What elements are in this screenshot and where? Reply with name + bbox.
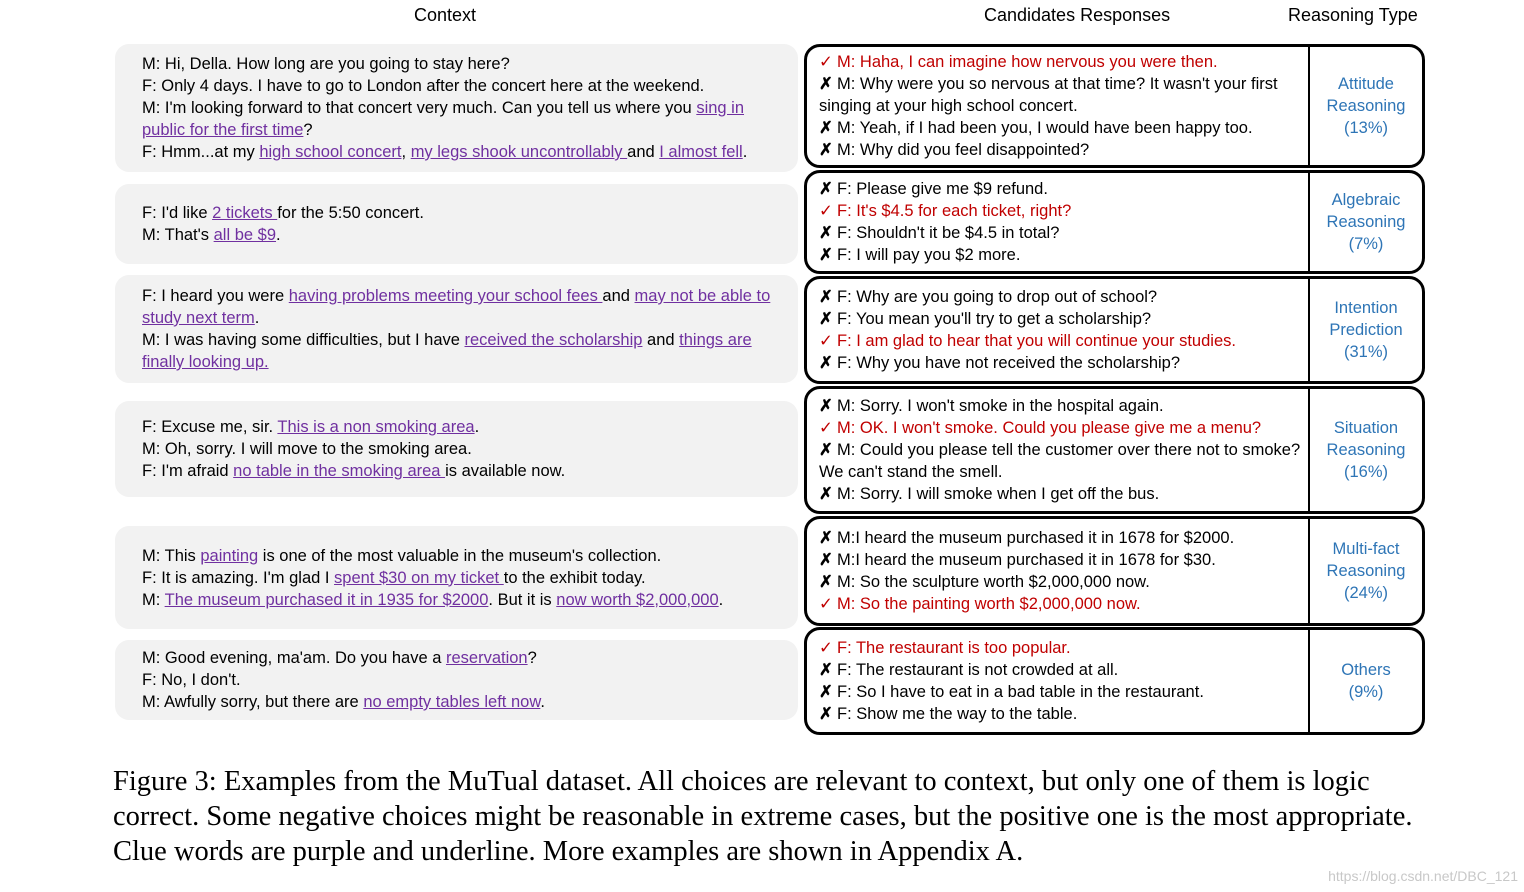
context-text: M: Awfully sorry, but there are [142,693,364,711]
context-line [142,589,782,611]
clue-word: This is a non smoking area [277,418,475,436]
cross-icon: ✗ [819,75,833,93]
choice-text: F: It's $4.5 for each ticket, right? [837,202,1072,220]
context-text: and [627,143,660,161]
watermark: https://blog.csdn.net/DBC_121 [1328,868,1518,884]
context-line [142,329,782,373]
reasoning-type-line: (31%) [1343,343,1388,361]
cross-icon: ✗ [819,354,833,372]
candidates-box-3 [804,276,1425,384]
candidates-box-6 [804,627,1425,735]
context-text: ? [527,649,537,667]
context-text: and [642,331,680,349]
reasoning-type-line: Reasoning [1326,441,1406,459]
check-icon: ✓ [819,595,833,613]
context-text: F: No, I don't. [142,671,241,689]
reasoning-type-line: Attitude [1338,75,1394,93]
wrong-choice [819,73,1302,117]
context-text: F: Excuse me, sir. [142,418,278,436]
clue-word: having problems meeting your school fees [288,287,603,305]
cross-icon: ✗ [819,705,833,723]
wrong-choice [819,571,1302,593]
context-line [142,647,782,669]
clue-word: reservation [445,649,528,667]
reasoning-type-line: (9%) [1348,683,1384,701]
context-line [142,97,782,141]
context-text: . [254,309,260,327]
wrong-choice [819,139,1302,161]
context-text: M: [142,590,165,609]
wrong-choice [819,352,1302,374]
figure-caption: Figure 3: Examples from the MuTual dataset. All choices are relevant to context, but only one of them is logic correct. Some negative choices might be reasonable in extreme cases, but the positive one is the most appropriate. Clue words are purple and underline. More examples are shown in Appendix A. [113,766,1413,867]
wrong-choice [819,308,1302,330]
cross-icon: ✗ [819,246,833,264]
reasoning-type-line: Others [1341,661,1391,679]
clue-word: received the scholarship [464,331,643,349]
context-text: F: I'd like [142,204,213,222]
context-text: is available now. [445,462,566,480]
context-box-3 [115,275,798,383]
cross-icon: ✗ [819,288,833,306]
choice-text: F: I am glad to hear that you will continue your studies. [837,332,1236,350]
cross-icon: ✗ [819,180,833,198]
reasoning-type-label [1308,519,1422,623]
cross-icon: ✗ [819,683,833,701]
choice-text: M: OK. I won't smoke. Could you please give me a menu? [837,419,1262,437]
context-line [142,545,782,567]
context-box-5 [115,526,798,629]
context-text: for the 5:50 concert. [277,204,424,222]
correct-choice [819,417,1302,439]
candidates-header: Candidates Responses [984,5,1171,25]
wrong-choice [819,244,1302,266]
choice-text: F: So I have to eat in a bad table in the restaurant. [837,683,1204,701]
correct-choice [819,330,1302,352]
correct-choice [819,200,1302,222]
reasoning-type-line: Situation [1333,419,1399,437]
context-line [142,416,782,438]
context-text: . [540,693,545,711]
context-box-1 [115,44,798,172]
choice-text: F: Please give me $9 refund. [837,180,1048,198]
reasoning-type-label [1308,47,1422,165]
reasoning-type-line: (7%) [1348,235,1384,253]
context-line [142,460,782,482]
clue-word: now worth $2,000,000 [556,590,719,609]
cross-icon: ✗ [819,573,833,591]
choice-text: M: Haha, I can imagine how nervous you were then. [837,53,1218,71]
reasoning-type-line: Reasoning [1326,562,1406,580]
context-text: . [276,226,281,244]
choice-list [807,389,1308,511]
wrong-choice [819,395,1302,417]
cross-icon: ✗ [819,441,833,459]
choice-text: M: Sorry. I will smoke when I get off the bus. [837,485,1160,503]
choice-list [807,173,1308,271]
choice-text: M: Could you please tell the customer over there not to smoke? We can't stand the smell. [819,441,1301,481]
candidates-box-1 [804,44,1425,168]
context-line [142,202,782,224]
context-text: F: I heard you were [142,287,289,305]
choice-text: F: The restaurant is too popular. [837,639,1071,657]
cross-icon: ✗ [819,485,833,503]
choice-text: M: So the painting worth $2,000,000 now. [837,595,1141,613]
context-line [142,438,782,460]
context-text: . [474,418,480,436]
choice-text: M: Sorry. I won't smoke in the hospital again. [837,397,1164,415]
choice-text: M: Why did you feel disappointed? [837,141,1090,159]
correct-choice [819,593,1302,615]
wrong-choice [819,681,1302,703]
clue-word: high school concert [259,143,402,161]
choice-text: F: Why you have not received the scholarship? [837,354,1181,372]
clue-word: spent $30 on my ticket [334,568,504,587]
context-line [142,669,782,691]
cross-icon: ✗ [819,551,833,569]
context-text: ? [303,121,313,139]
choice-list [807,47,1308,165]
correct-choice [819,51,1302,73]
reasoning-type-line: Intention [1334,299,1398,317]
context-line [142,567,782,589]
wrong-choice [819,178,1302,200]
clue-word: no empty tables left now [363,693,541,711]
wrong-choice [819,483,1302,505]
choice-text: F: Shouldn't it be $4.5 in total? [837,224,1060,242]
choice-list [807,630,1308,732]
choice-list [807,279,1308,381]
choice-text: F: You mean you'll try to get a scholarship? [837,310,1152,328]
context-text: . But it is [488,590,557,609]
wrong-choice [819,527,1302,549]
context-text: M: I'm looking forward to that concert very much. Can you tell us where you [142,99,697,117]
context-text: M: Good evening, ma'am. Do you have a [142,649,446,667]
context-text: F: I'm afraid [142,462,234,480]
wrong-choice [819,117,1302,139]
wrong-choice [819,703,1302,725]
clue-word: sing in public for the first time [142,99,745,139]
clue-word: no table in the smoking area [233,462,446,480]
clue-word: 2 tickets [212,204,278,222]
candidates-box-4 [804,386,1425,514]
wrong-choice [819,286,1302,308]
reasoning-type-line: Prediction [1329,321,1403,339]
correct-choice [819,637,1302,659]
context-text: to the exhibit today. [503,568,646,587]
context-text: M: I was having some difficulties, but I have [142,331,465,349]
reasoning-type-line: Reasoning [1326,97,1406,115]
cross-icon: ✗ [819,141,833,159]
context-text: M: This [142,546,201,565]
reasoning-type-header: Reasoning Type [1288,5,1418,25]
choice-text: M: Why were you so nervous at that time? It wasn't your first singing at your high school concert. [819,75,1278,115]
context-text: F: Only 4 days. I have to go to London after the concert here at the weekend. [142,77,705,95]
context-text: and [602,287,635,305]
context-header: Context [414,5,477,25]
wrong-choice [819,439,1302,483]
wrong-choice [819,549,1302,571]
context-box-6 [115,640,798,720]
context-text: , [401,143,411,161]
context-line [142,53,782,75]
choice-list [807,519,1308,623]
clue-word: may not be able to study next term [142,287,771,327]
clue-word: I almost fell [659,143,743,161]
reasoning-type-line: (16%) [1343,463,1388,481]
reasoning-type-line: (24%) [1343,584,1388,602]
clue-word: painting [200,546,259,565]
context-text: F: It is amazing. I'm glad I [142,568,335,587]
clue-word: things are finally looking up. [142,331,752,371]
cross-icon: ✗ [819,661,833,679]
choice-text: M: So the sculpture worth $2,000,000 now. [837,573,1150,591]
context-line [142,691,782,713]
cross-icon: ✗ [819,397,833,415]
context-text: . [742,143,748,161]
context-box-2 [115,184,798,264]
cross-icon: ✗ [819,224,833,242]
context-line [142,141,782,163]
reasoning-type-line: Multi-fact [1332,540,1400,558]
reasoning-type-line: Reasoning [1326,213,1406,231]
reasoning-type-line: (13%) [1343,119,1388,137]
choice-text: M:I heard the museum purchased it in 1678 for $2000. [837,529,1235,547]
cross-icon: ✗ [819,529,833,547]
clue-word: all be $9 [213,226,277,244]
choice-text: M: Yeah, if I had been you, I would have been happy too. [837,119,1253,137]
candidates-box-2 [804,170,1425,274]
check-icon: ✓ [819,332,833,350]
wrong-choice [819,222,1302,244]
check-icon: ✓ [819,639,833,657]
context-line [142,285,782,329]
reasoning-type-label [1308,173,1422,271]
context-text: M: Oh, sorry. I will move to the smoking area. [142,440,472,458]
context-text: is one of the most valuable in the museum's collection. [258,546,662,565]
wrong-choice [819,659,1302,681]
context-line [142,224,782,246]
reasoning-type-label [1308,389,1422,511]
cross-icon: ✗ [819,119,833,137]
reasoning-type-line: Algebraic [1331,191,1401,209]
choice-text: M:I heard the museum purchased it in 1678 for $30. [837,551,1216,569]
reasoning-type-label [1308,279,1422,381]
choice-text: F: The restaurant is not crowded at all. [837,661,1119,679]
context-line [142,75,782,97]
cross-icon: ✗ [819,310,833,328]
context-text: M: That's [142,226,214,244]
context-box-4 [115,401,798,497]
choice-text: F: I will pay you $2 more. [837,246,1021,264]
reasoning-type-label [1308,630,1422,732]
context-text: . [718,590,724,609]
check-icon: ✓ [819,419,833,437]
check-icon: ✓ [819,53,833,71]
choice-text: F: Why are you going to drop out of school? [837,288,1158,306]
clue-word: my legs shook uncontrollably [410,143,628,161]
context-text: M: Hi, Della. How long are you going to stay here? [142,55,510,73]
candidates-box-5 [804,516,1425,626]
clue-word: The museum purchased it in 1935 for $2000 [164,590,489,609]
context-text: F: Hmm...at my [142,143,260,161]
choice-text: F: Show me the way to the table. [837,705,1078,723]
check-icon: ✓ [819,202,833,220]
